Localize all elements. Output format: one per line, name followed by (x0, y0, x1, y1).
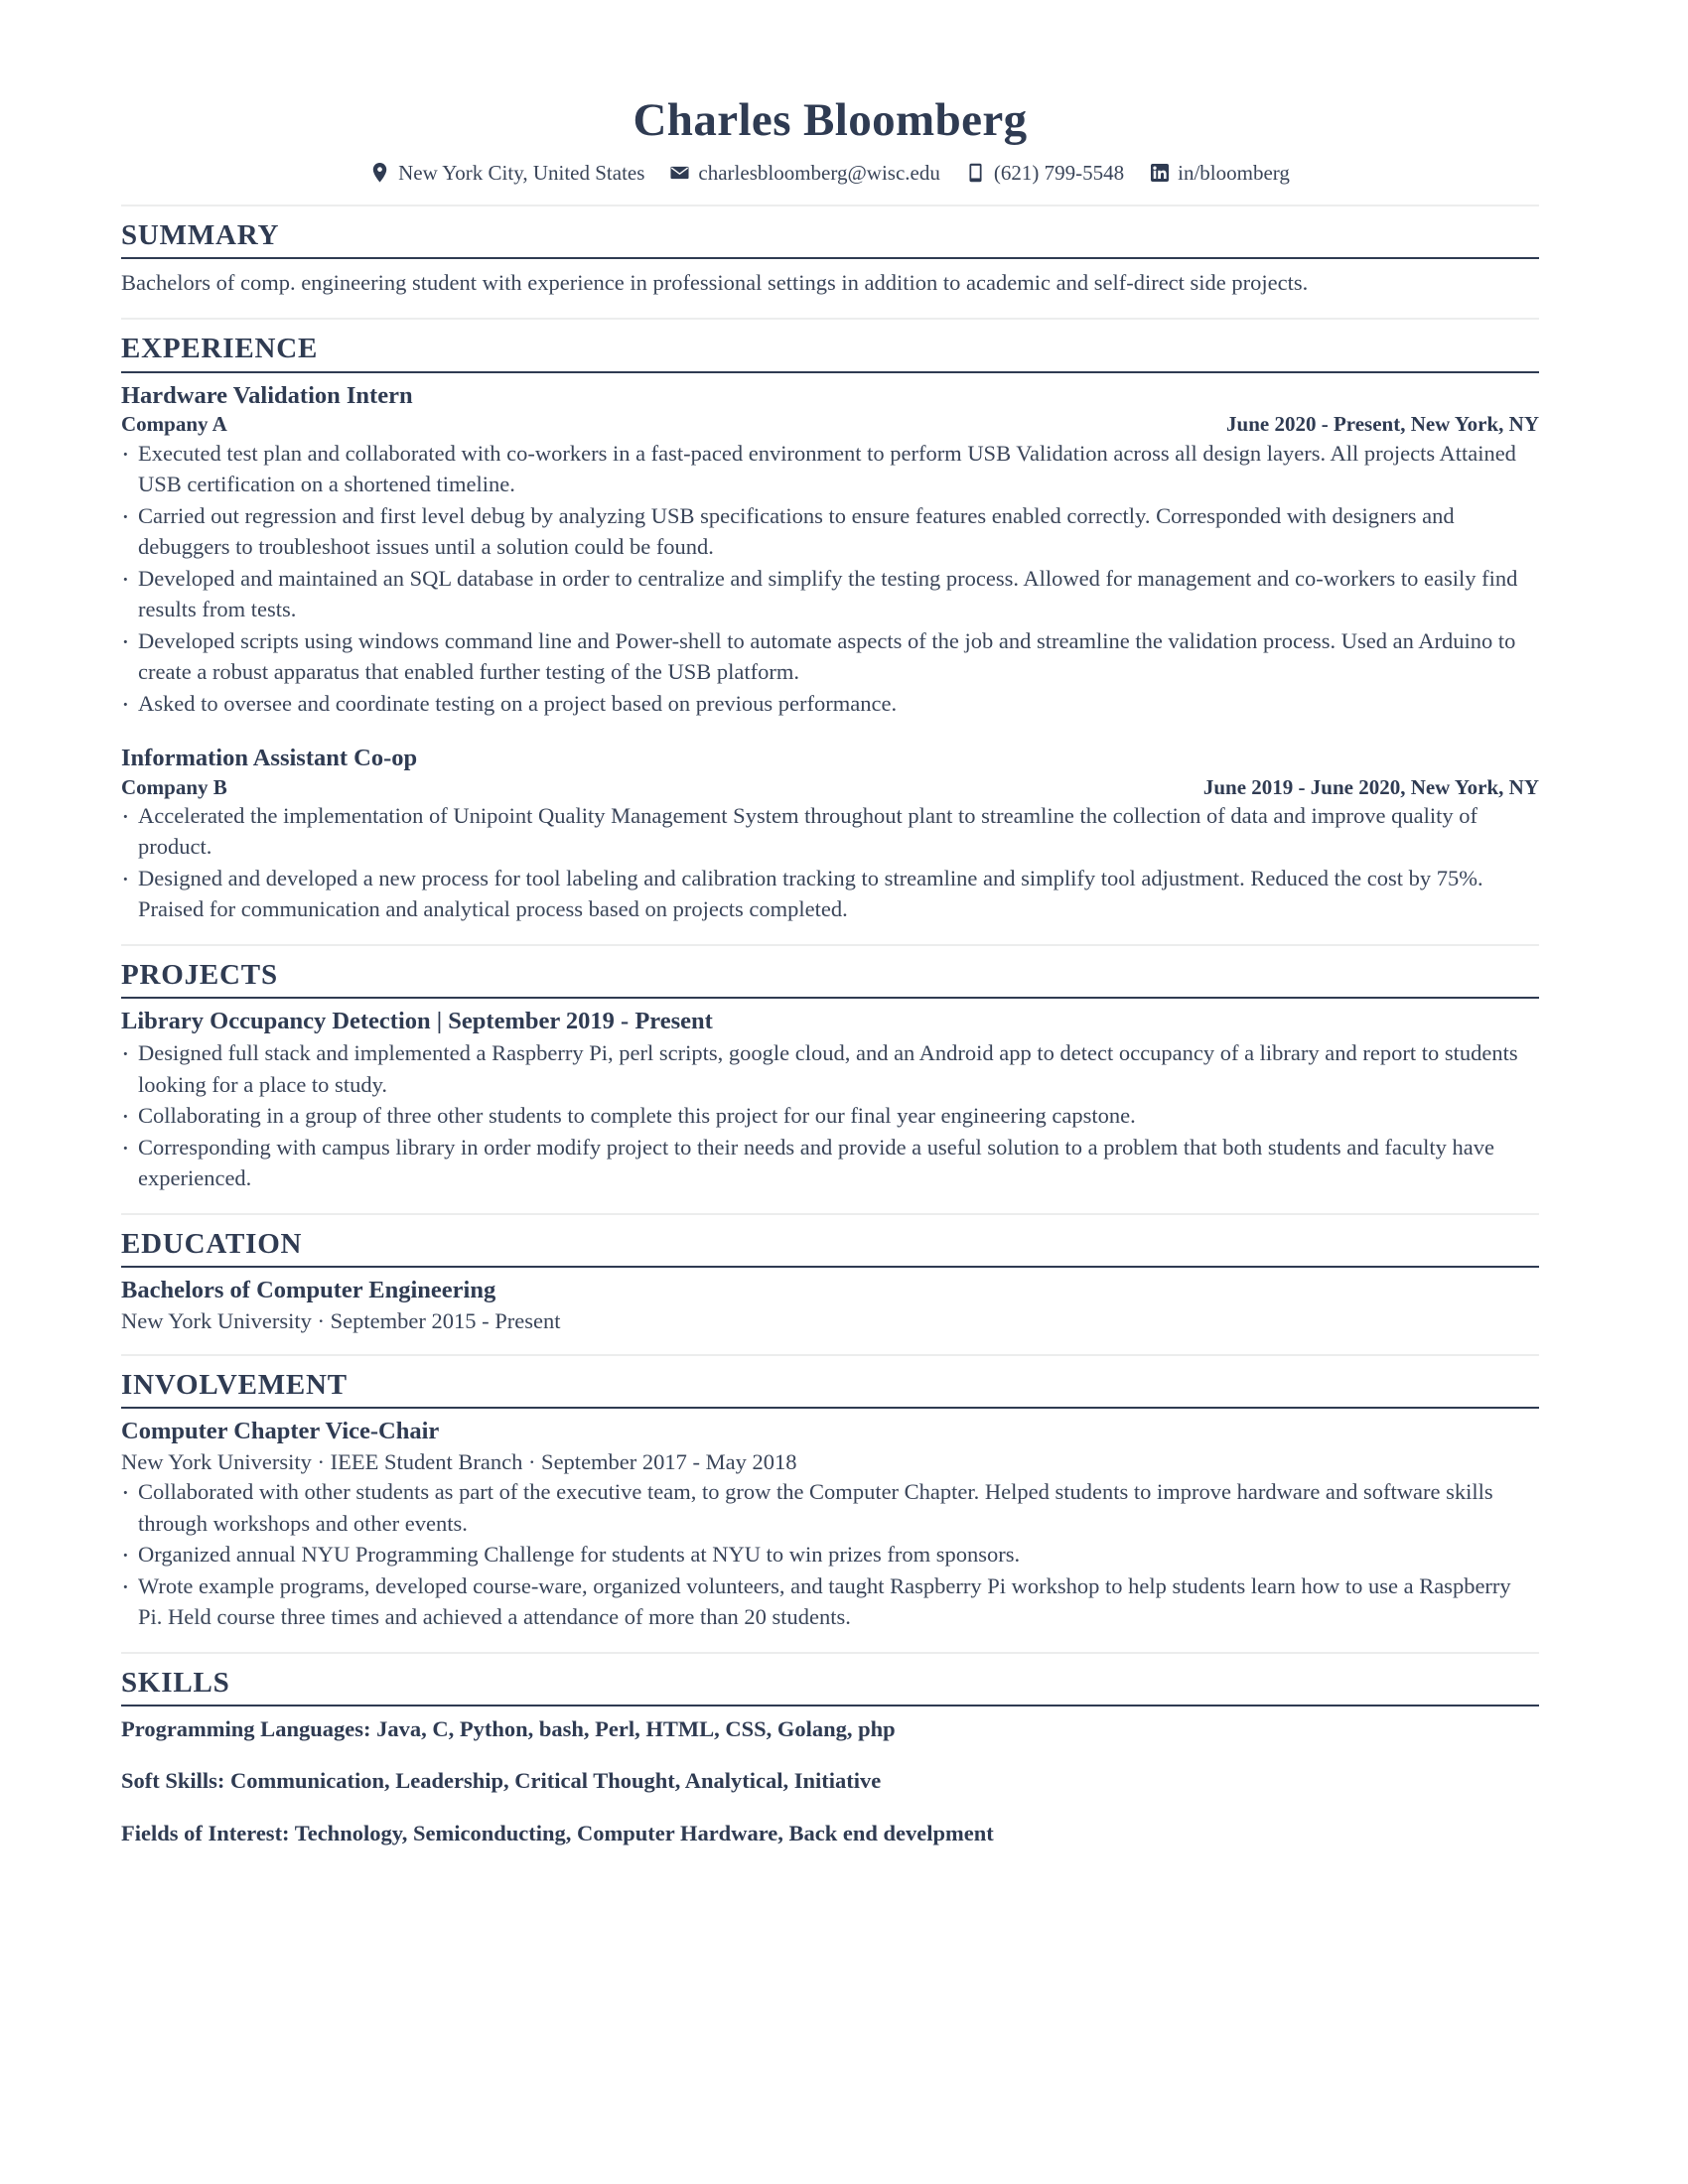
divider (121, 1652, 1539, 1654)
job-title: Information Assistant Co-op (121, 745, 418, 772)
job-bullets (121, 438, 1539, 720)
involvement-bullets (121, 1476, 1539, 1633)
section-skills (121, 1668, 1539, 1847)
list-item: · Developed scripts using windows command line and Power-shell to automate aspects of the job and streamline the validation process. Used an Arduino to create a robust apparatus that enabled further testing of the USB platform. (121, 625, 1539, 688)
skill-line-fields-of-interest: Fields of Interest: Technology, Semiconducting, Computer Hardware, Back end develpment (121, 1820, 994, 1845)
list-item: · Carried out regression and first level debug by analyzing USB specifications to ensure features enabled correctly. Corresponded with designers and debuggers to troubleshoot issues until a solution could be found. (121, 500, 1539, 563)
contact-linkedin-text: in/bloomberg (1178, 160, 1290, 185)
list-item: · Corresponding with campus library in order modify project to their needs and provide a useful solution to a problem that both students and faculty have experienced. (121, 1132, 1539, 1194)
education-entry (121, 1276, 1539, 1335)
section-projects (121, 960, 1539, 1194)
section-education (121, 1229, 1539, 1335)
contact-location (370, 161, 644, 186)
section-rule (121, 1705, 1539, 1706)
section-rule (121, 371, 1539, 373)
linkedin-icon (1150, 162, 1169, 184)
contact-email[interactable] (670, 161, 939, 186)
project-bullets (121, 1037, 1539, 1194)
section-rule (121, 1266, 1539, 1268)
list-item: · Developed and maintained an SQL database in order to centralize and simplify the testing process. Allowed for management and co-workers to easily find results from tests. (121, 563, 1539, 625)
involvement-detail: New York University · IEEE Student Branch · September 2017 - May 2018 (121, 1448, 797, 1474)
section-title-skills: SKILLS (121, 1666, 230, 1699)
section-rule (121, 997, 1539, 999)
section-title-education: EDUCATION (121, 1227, 303, 1260)
section-title-summary: SUMMARY (121, 218, 280, 251)
job-subrow (121, 411, 1539, 437)
project-entry (121, 1007, 1539, 1193)
list-item: · Designed and developed a new process for tool labeling and calibration tracking to streamline and simplify tool adjustment. Reduced the cost by 75%. Praised for communication and analytical process based on projects completed. (121, 863, 1539, 925)
section-involvement (121, 1370, 1539, 1633)
company-name: Company B (121, 774, 227, 799)
list-item: · Designed full stack and implemented a Raspberry Pi, perl scripts, google cloud, and an Android app to detect occupancy of a library and report to students looking for a place to study. (121, 1037, 1539, 1100)
job-bullets (121, 800, 1539, 925)
experience-entry (121, 381, 1539, 719)
list-item: · Asked to oversee and coordinate testing on a project based on previous performance. (121, 688, 1539, 720)
contact-linkedin[interactable] (1150, 161, 1290, 186)
list-item: · Accelerated the implementation of Unipoint Quality Management System throughout plant to streamline the collection of data and improve quality of product. (121, 800, 1539, 863)
divider (121, 318, 1539, 320)
job-dates-location: June 2019 - June 2020, New York, NY (1202, 774, 1539, 799)
contact-phone[interactable] (966, 161, 1124, 186)
contact-line (121, 161, 1539, 186)
page-title: Charles Bloomberg (633, 94, 1028, 146)
job-subrow (121, 774, 1539, 800)
list-item: · Wrote example programs, developed course-ware, organized volunteers, and taught Raspberry Pi workshop to help students learn how to use a Raspberry Pi. Held course three times and achieved a attendance of more than 20 students. (121, 1570, 1539, 1633)
summary-text: Bachelors of comp. engineering student with experience in professional settings in addition to academic and self-direct side projects. (121, 270, 1309, 296)
section-rule (121, 1407, 1539, 1409)
divider (121, 1213, 1539, 1215)
list-item: · Executed test plan and collaborated with co-workers in a fast-paced environment to perform USB Validation across all design layers. All projects Attained USB certification on a shortened timeline. (121, 438, 1539, 500)
list-item: · Organized annual NYU Programming Challenge for students at NYU to win prizes from sponsors. (121, 1539, 1539, 1570)
list-item: · Collaborating in a group of three other students to complete this project for our final year engineering capstone. (121, 1100, 1539, 1132)
project-title: Library Occupancy Detection | September 2019 - Present (121, 1008, 713, 1035)
contact-location-text: New York City, United States (398, 160, 645, 185)
job-dates-location: June 2020 - Present, New York, NY (1226, 412, 1539, 437)
section-experience (121, 334, 1539, 925)
location-pin-icon (370, 162, 389, 184)
section-rule (121, 257, 1539, 259)
envelope-icon (670, 162, 689, 184)
contact-phone-text: (621) 799-5548 (993, 160, 1125, 185)
contact-email-text: charlesbloomberg@wisc.edu (698, 160, 940, 185)
skill-line-programming-languages: Programming Languages: Java, C, Python, bash, Perl, HTML, CSS, Golang, php (121, 1716, 896, 1742)
job-title: Hardware Validation Intern (121, 381, 413, 409)
degree-title: Bachelors of Computer Engineering (121, 1276, 496, 1303)
company-name: Company A (121, 412, 227, 437)
mobile-phone-icon (966, 162, 985, 184)
section-title-projects: PROJECTS (121, 958, 278, 991)
divider (121, 944, 1539, 946)
school-detail: New York University · September 2015 - Present (121, 1307, 561, 1333)
section-summary (121, 220, 1539, 299)
experience-entry (121, 744, 1539, 925)
divider (121, 205, 1539, 206)
involvement-entry (121, 1417, 1539, 1632)
resume-header (121, 95, 1539, 186)
divider (121, 1354, 1539, 1356)
section-title-involvement: INVOLVEMENT (121, 1368, 348, 1401)
involvement-role: Computer Chapter Vice-Chair (121, 1418, 440, 1445)
list-item: · Collaborated with other students as part of the executive team, to grow the Computer Chapter. Helped students to improve hardware and software skills through workshops and other events. (121, 1476, 1539, 1539)
section-title-experience: EXPERIENCE (121, 333, 319, 365)
skill-line-soft-skills: Soft Skills: Communication, Leadership, Critical Thought, Analytical, Initiative (121, 1768, 882, 1794)
